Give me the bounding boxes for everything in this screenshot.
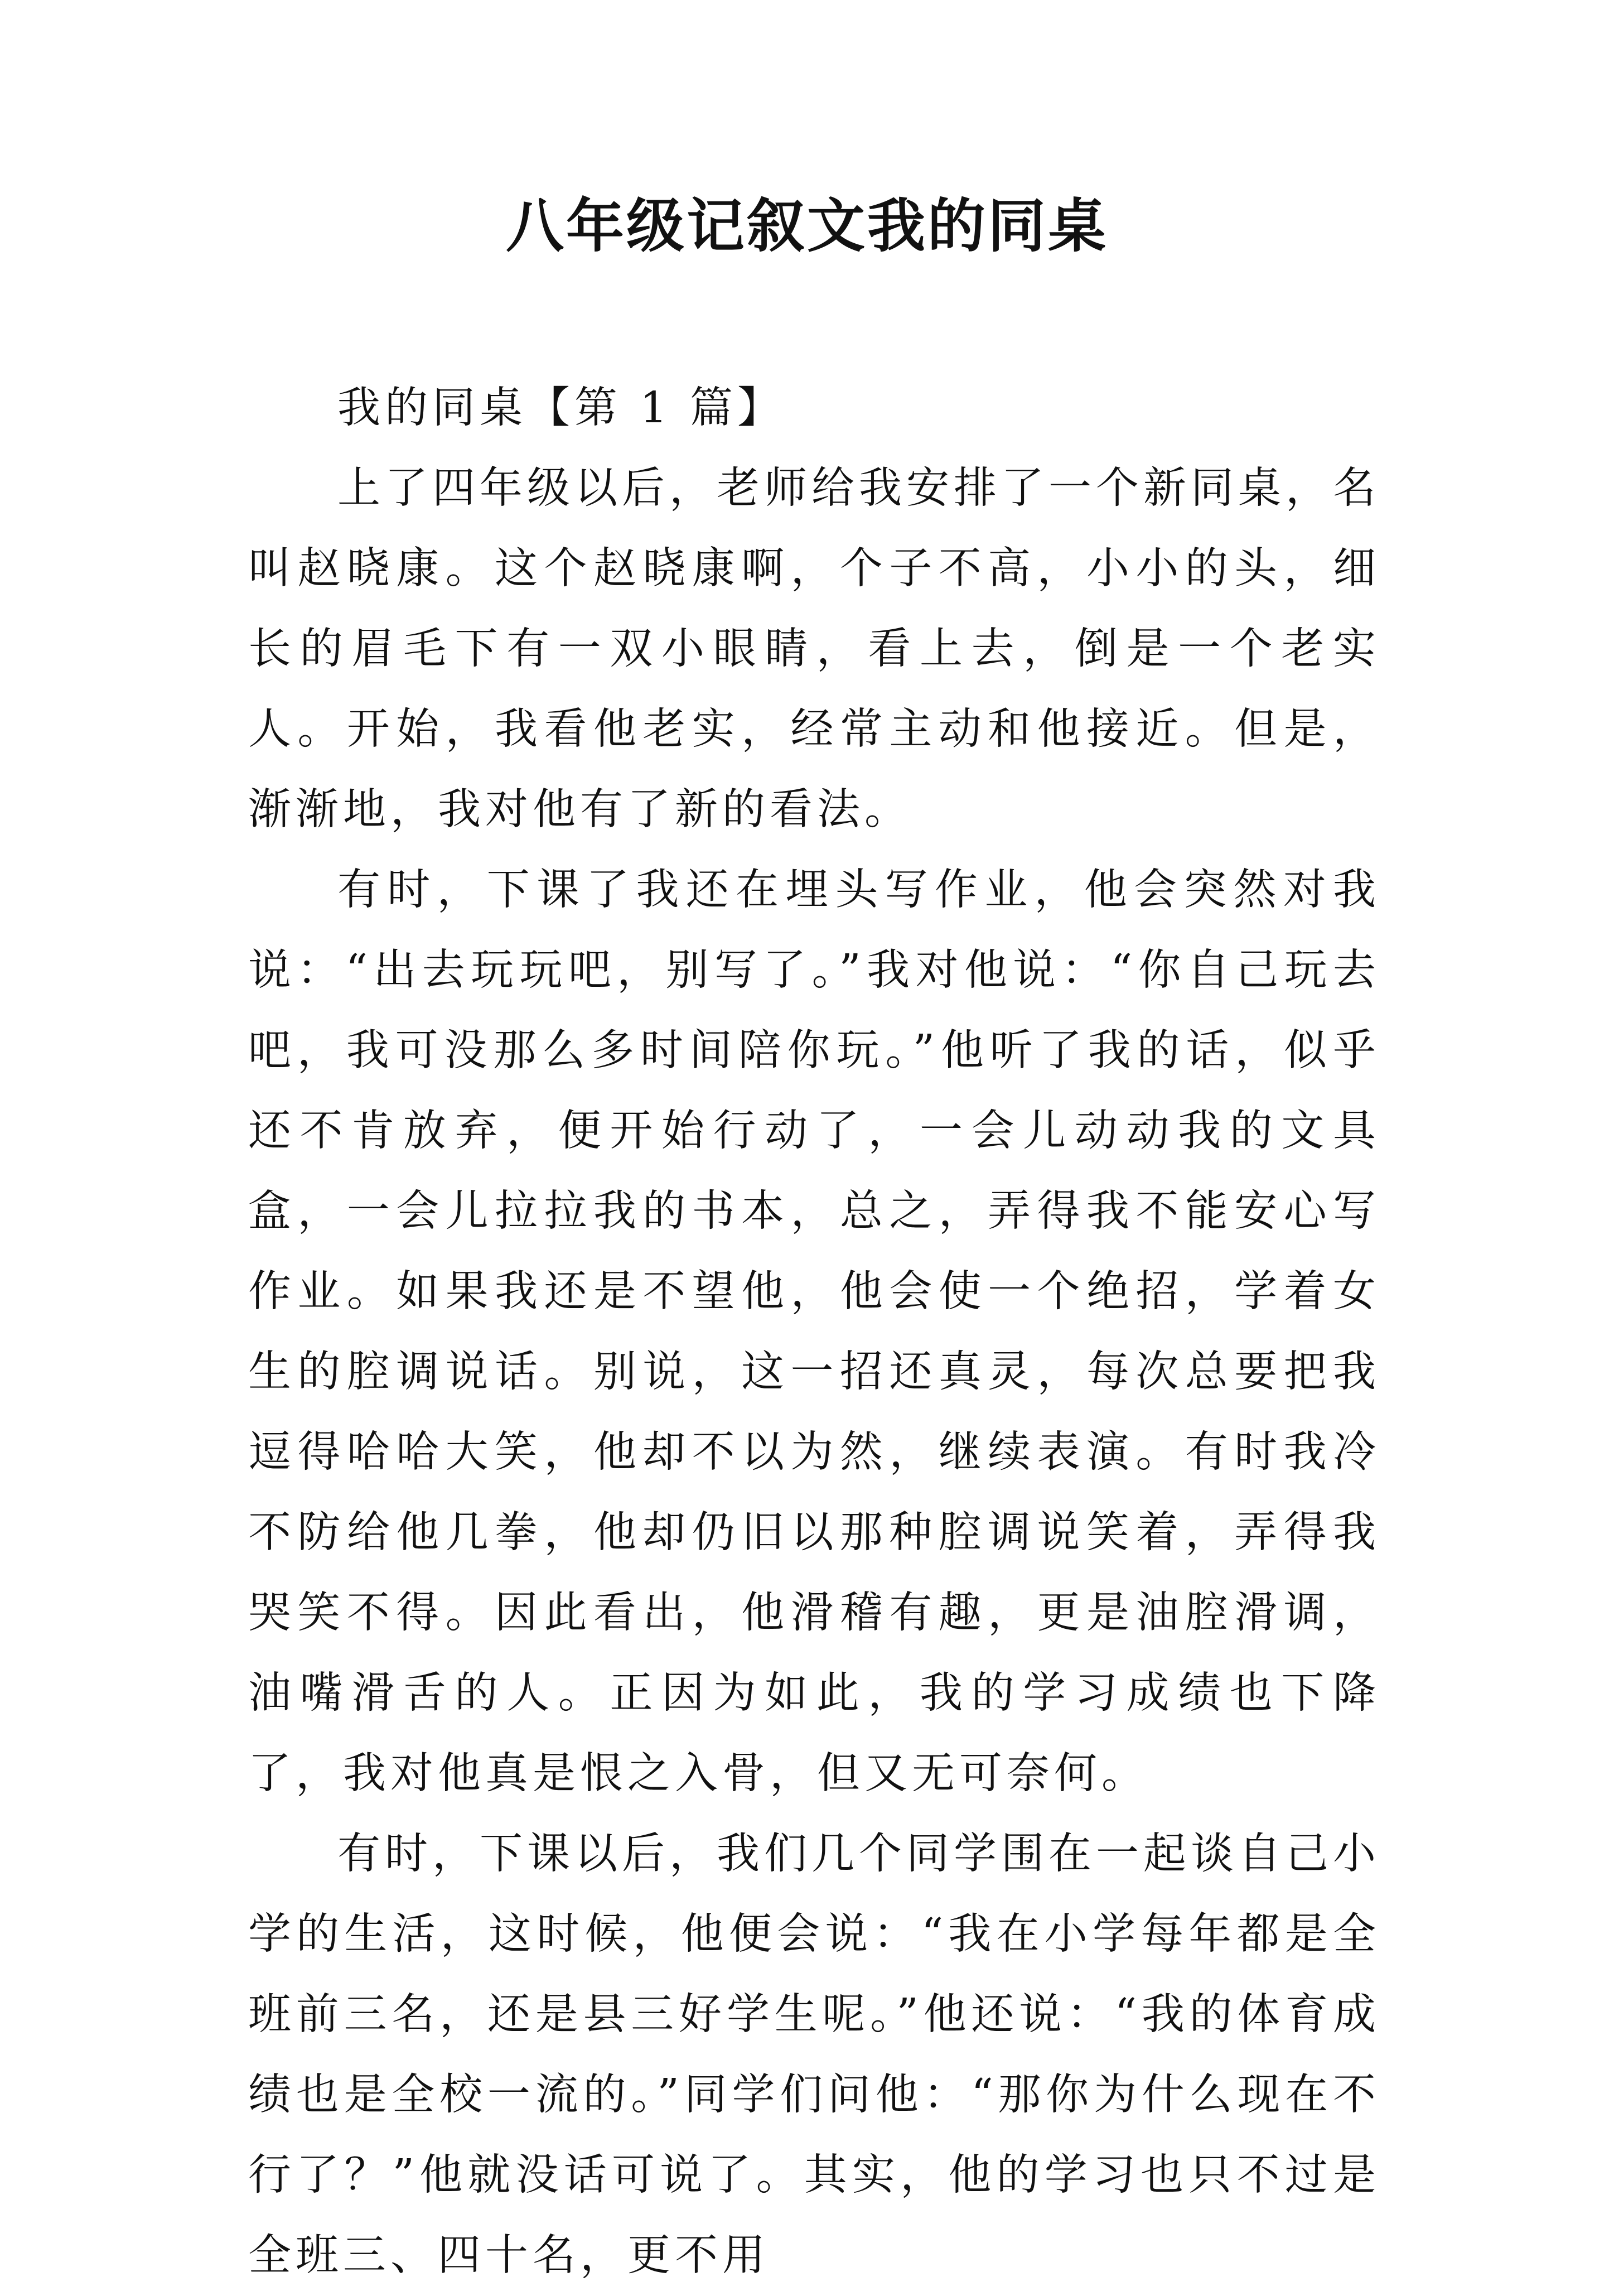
paragraph: 有时，下课以后，我们几个同学围在一起谈自己小学的生活，这时候，他便会说：“我在小学每年都是全班前三名，还是县三好学生呢。”他还说：“我的体育成绩也是全校一流的。”同学们问他：“那你为什么现在不行了？”他就没话可说了。其实，他的学习也只不过是全班三、四十名，更不用 [248, 1829, 1380, 2280]
paragraph: 上了四年级以后，老师给我安排了一个新同桌，名叫赵晓康。这个赵晓康啊，个子不高，小小的头，细长的眉毛下有一双小眼睛，看上去，倒是一个老实人。开始，我看他老实，经常主动和他接近。但是，渐渐地，我对他有了新的看法。 [248, 464, 1380, 835]
document-body [248, 368, 1380, 2296]
paragraph: 有时，下课了我还在埋头写作业，他会突然对我说：“出去玩玩吧，别写了。”我对他说：“你自己玩去吧，我可没那么多时间陪你玩。”他听了我的话，似乎还不肯放弃，便开始行动了，一会儿动动我的文具盒，一会儿拉拉我的书本，总之，弄得我不能安心写作业。如果我还是不望他，他会使一个绝招，学着女生的腔调说话。别说，这一招还真灵，每次总要把我逗得哈哈大笑，他却不以为然，继续表演。有时我冷不防给他几拳，他却仍旧以那种腔调说笑着，弄得我哭笑不得。因此看出，他滑稽有趣，更是油腔滑调，油嘴滑舌的人。正因为如此，我的学习成绩也下降了，我对他真是恨之入骨，但又无可奈何。 [248, 865, 1380, 1798]
section-heading: 我的同桌【第 1 篇】 [337, 383, 785, 433]
document-title: 八年级记叙文我的同桌 [505, 191, 1108, 260]
